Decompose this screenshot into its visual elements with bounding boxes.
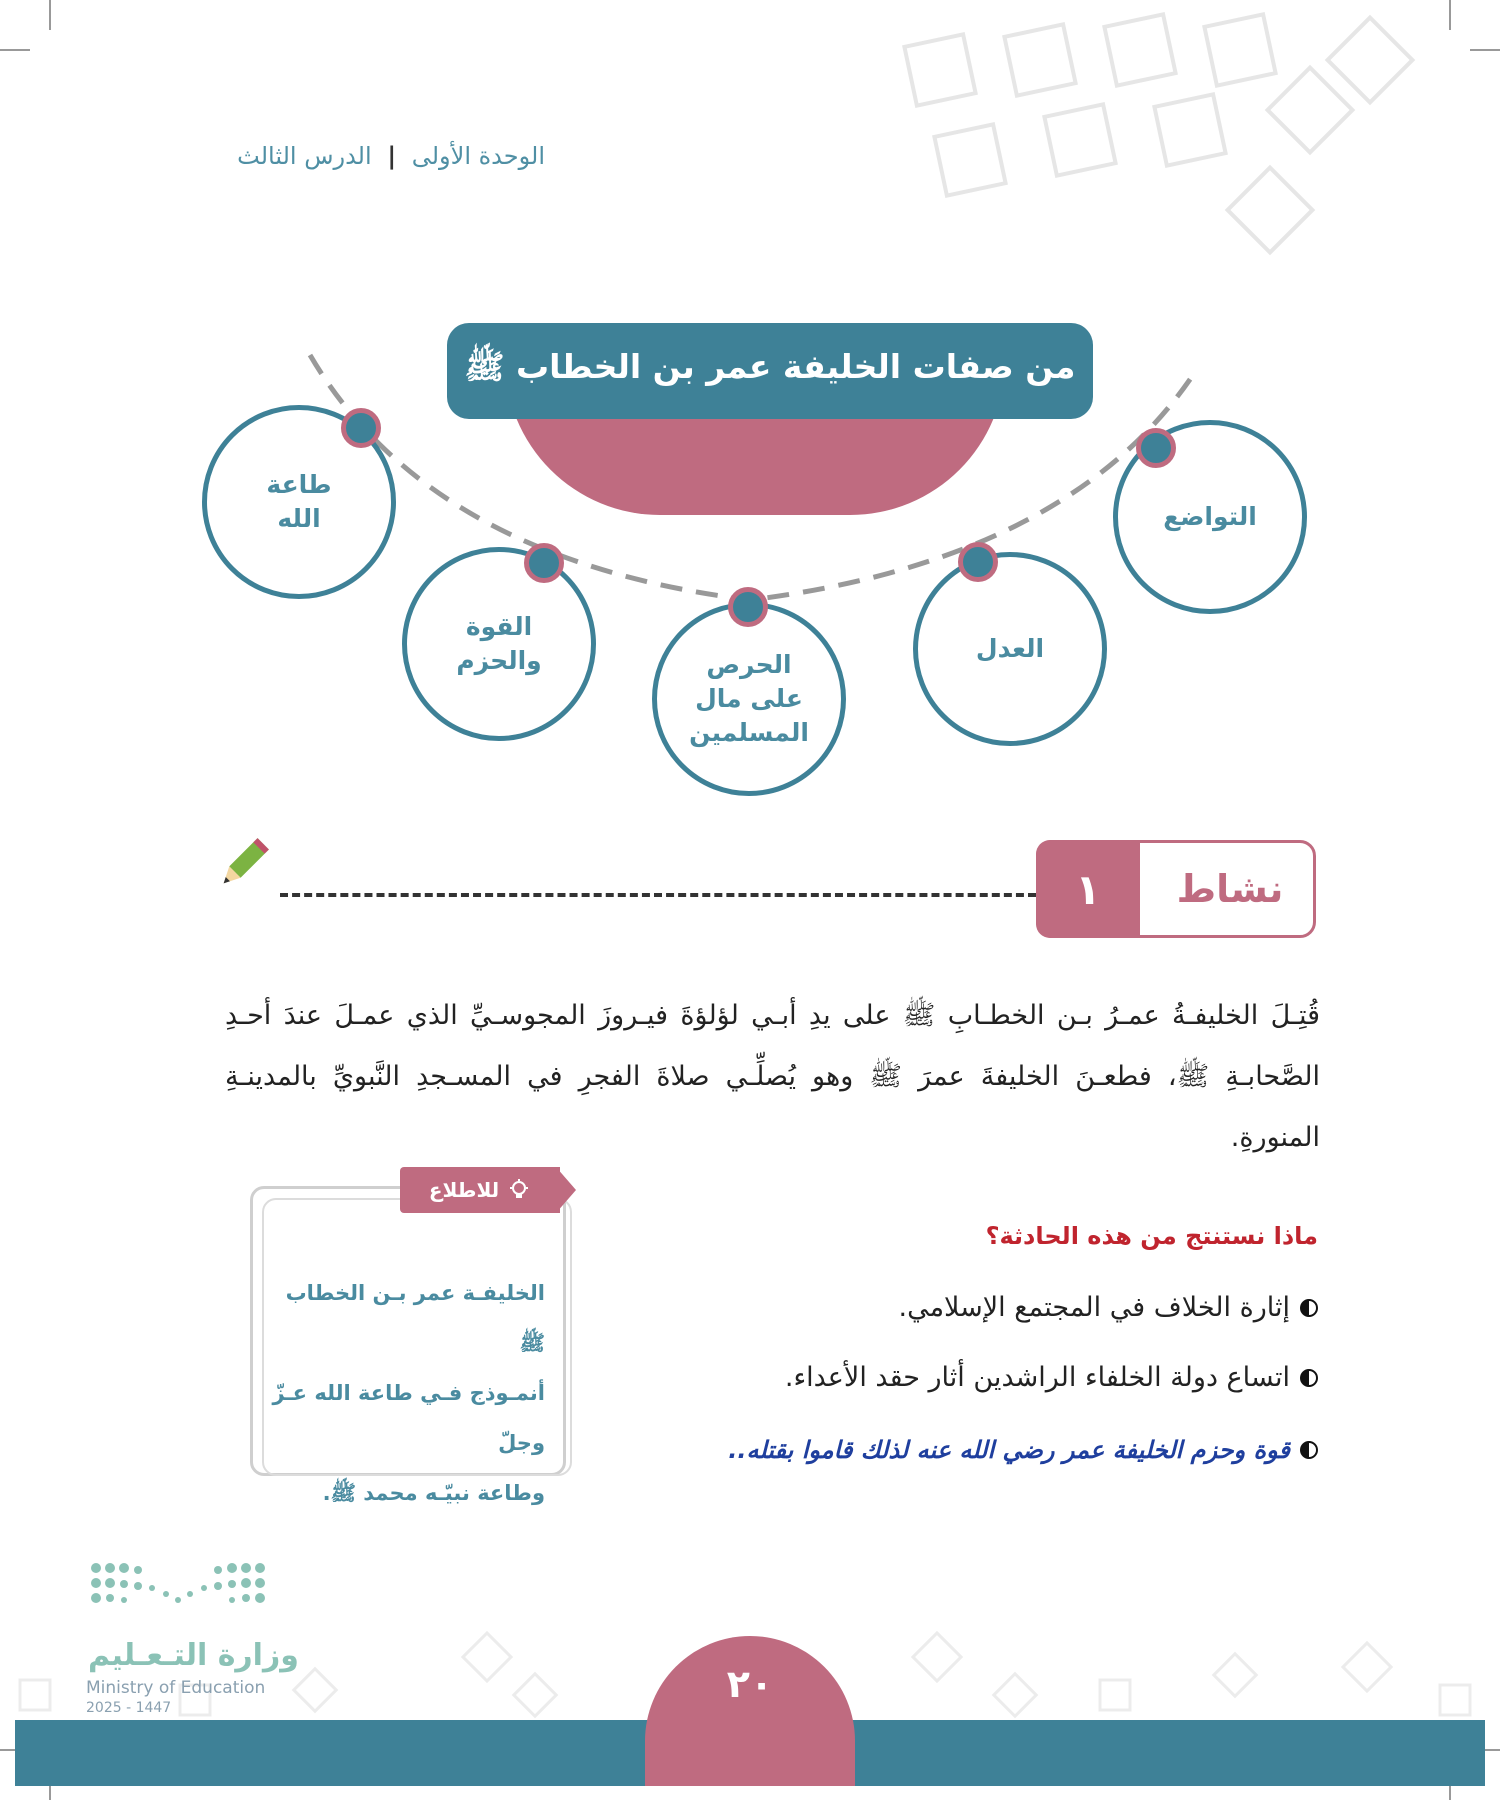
trait-circle-strength-firmness: القوة والحزم: [402, 547, 596, 741]
trait-connector-dot: [341, 408, 381, 448]
info-tag: [400, 1167, 560, 1213]
bullet-text: إثارة الخلاف في المجتمع الإسلامي.: [898, 1292, 1290, 1323]
lightbulb-icon: [507, 1178, 531, 1202]
info-line: وطاعة نبيّـه محمد ﷺ.: [322, 1481, 545, 1505]
bullet-text: اتساع دولة الخلفاء الراشدين أثار حقد الأعداء.: [784, 1362, 1290, 1393]
bullet-icon: [1300, 1369, 1318, 1387]
question-text: ماذا نستنتج من هذه الحادثة؟: [985, 1222, 1318, 1250]
bullet-item: [899, 1292, 1319, 1323]
ministry-logo: [86, 1558, 271, 1628]
pencil-icon: [212, 835, 272, 895]
trait-circle-justice: العدل: [913, 552, 1107, 746]
bullet-icon: [1300, 1299, 1318, 1317]
ministry-name-english: Ministry of Education: [86, 1678, 266, 1698]
trait-connector-dot: [524, 543, 564, 583]
info-tag-arrow: [556, 1167, 576, 1213]
activity-paragraph: قُتِـلَ الخليفـةُ عمـرُ بـن الخطـابِ ﷺ على يدِ أبـي لؤلؤةَ فيـروزَ المجوسـيِّ الذي عمـلَ عندَ أحـدِ الصَّحابـةِ ﷺ، فطعـنَ الخليفةَ عمرَ ﷺ وهو يُصلِّـي صلاةَ الفجرِ في المسـجدِ النَّبويِّ بالمدينـةِ المنورةِ.: [225, 1000, 1320, 1153]
page-number: ٢٠: [726, 1662, 774, 1706]
trait-connector-dot: [1136, 428, 1176, 468]
trait-connector-dot: [958, 542, 998, 582]
activity-label: نشاط: [1176, 867, 1284, 911]
breadcrumb-separator: |: [387, 142, 397, 170]
trait-circle-obedience-god: طاعة الله: [202, 405, 396, 599]
lesson-label: الدرس الثالث: [237, 142, 372, 170]
edition-year: 2025 - 1447: [86, 1700, 172, 1716]
info-tag-label: للاطلاع: [428, 1178, 500, 1202]
handwritten-answer: قوة وحزم الخليفة عمر رضي الله عنه لذلك قاموا بقتله..: [728, 1436, 1290, 1464]
activity-number: ١: [1036, 840, 1140, 938]
answer-item: [728, 1436, 1318, 1464]
info-line: أنمـوذج فـي طاعة الله عـزّ وجلّ: [272, 1381, 545, 1455]
trait-circle-care-muslim-wealth: الحرص على مال المسلمين: [652, 602, 846, 796]
activity-dashed-line: [280, 893, 1036, 897]
trait-circle-humility: التواضع: [1113, 420, 1307, 614]
info-line: الخليفـة عمر بـن الخطاب ﷺ: [285, 1281, 545, 1355]
bullet-item: [785, 1362, 1318, 1393]
trait-connector-dot: [728, 587, 768, 627]
info-box-text: [270, 1268, 545, 1518]
ministry-name-arabic: وزارة التـعـليم: [88, 1638, 299, 1673]
bullet-icon: [1300, 1441, 1318, 1459]
diagram-title: من صفات الخليفة عمر بن الخطاب ﷺ: [447, 323, 1093, 419]
unit-label: الوحدة الأولى: [411, 142, 545, 170]
